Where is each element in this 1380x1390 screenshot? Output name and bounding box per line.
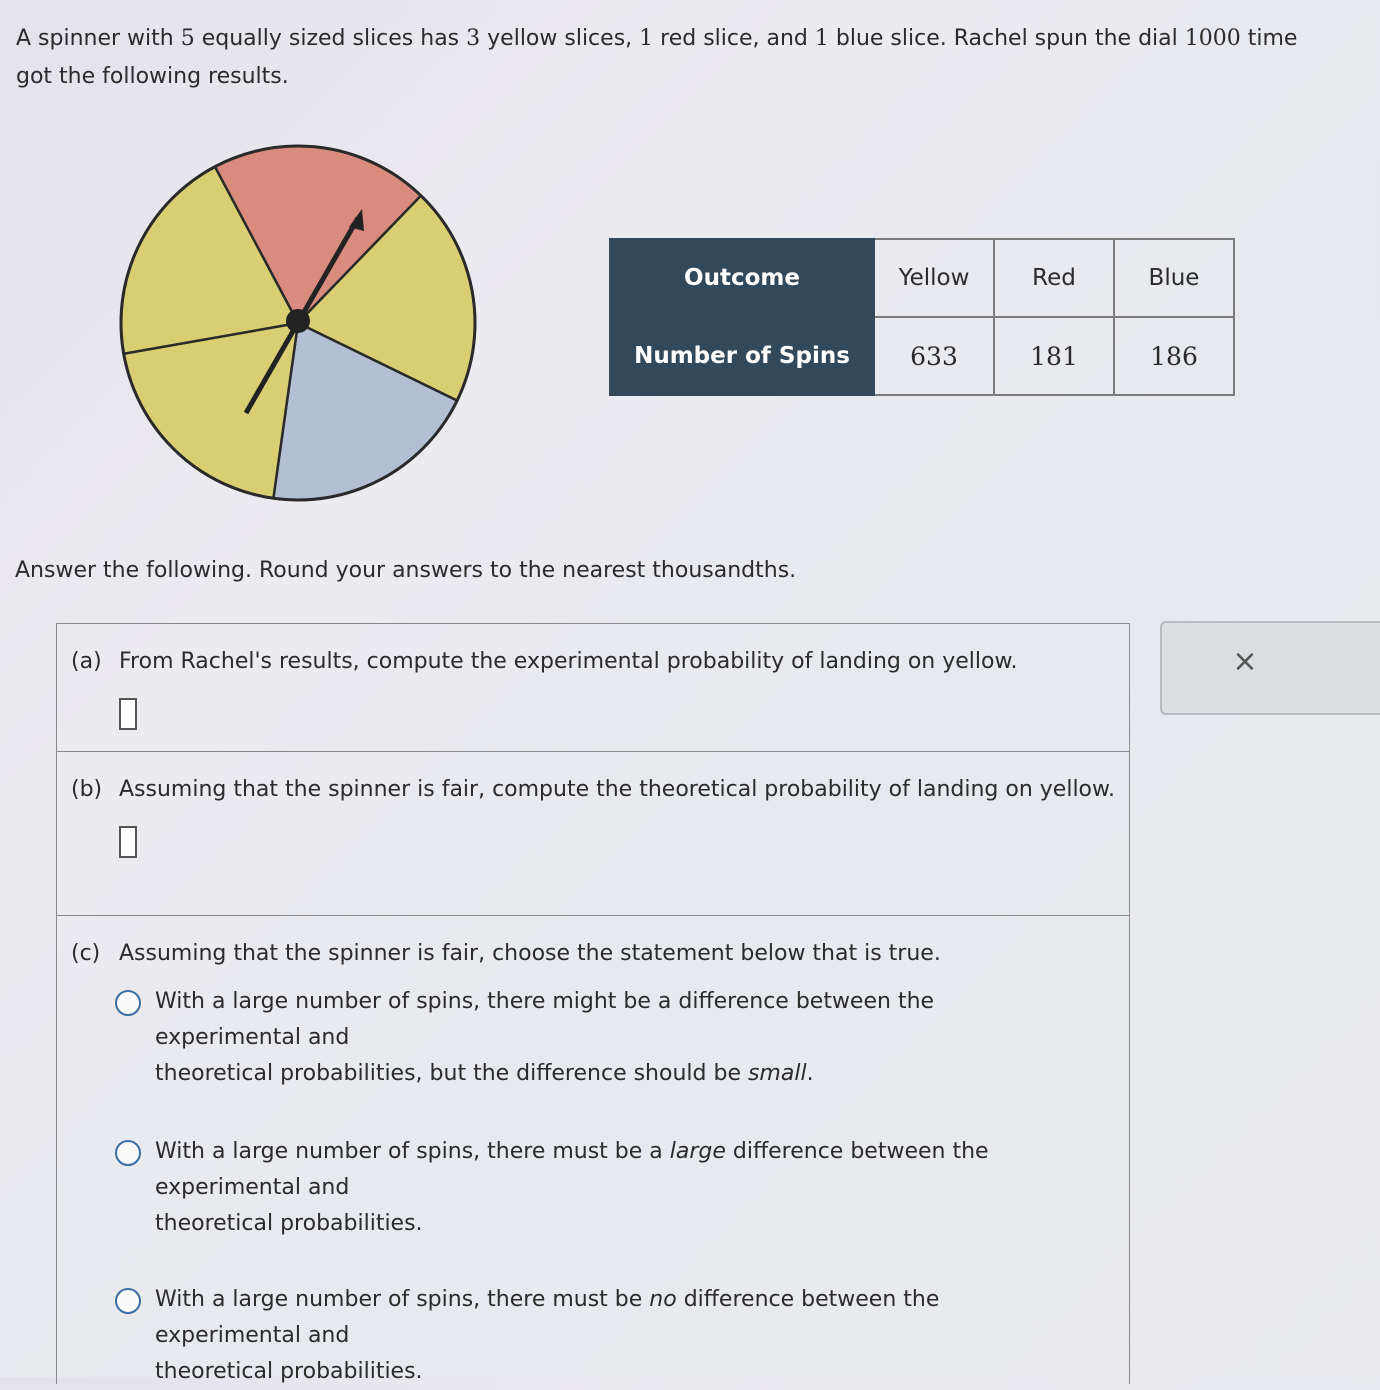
option-no-difference[interactable]: With a large number of spins, there must be no difference between the experimental and theoretical probabilities. bbox=[115, 1282, 1115, 1390]
table-row-spins bbox=[610, 317, 1234, 395]
blue-count: 1 bbox=[814, 26, 829, 51]
problem-line-1: A spinner with 5 equally sized slices has 3 yellow slices, 1 red slice, and 1 blue slice. Rachel spun the dial 1000 time bbox=[16, 26, 1298, 51]
outcome-blue: Blue bbox=[1114, 239, 1234, 317]
questions-panel bbox=[56, 623, 1130, 1384]
option-large-difference[interactable]: With a large number of spins, there must be a large difference between the experimental and theoretical probabilities. bbox=[115, 1134, 1115, 1242]
radio-button[interactable] bbox=[115, 990, 141, 1016]
table-row-outcome bbox=[610, 239, 1234, 317]
question-c-text: Assuming that the spinner is fair, choose the statement below that is true. bbox=[119, 941, 941, 966]
question-b-text: Assuming that the spinner is fair, compute the theoretical probability of landing on yellow. bbox=[119, 777, 1115, 802]
outcome-yellow: Yellow bbox=[874, 239, 994, 317]
outcome-red: Red bbox=[994, 239, 1114, 317]
question-b bbox=[57, 752, 1129, 916]
question-c bbox=[57, 916, 1129, 1386]
spins-red: 181 bbox=[994, 317, 1114, 395]
slice-count: 5 bbox=[180, 26, 195, 51]
spinner-hub bbox=[286, 309, 310, 333]
close-icon[interactable]: × bbox=[1232, 644, 1258, 679]
red-count: 1 bbox=[639, 26, 654, 51]
question-a-text: From Rachel's results, compute the experimental probability of landing on yellow. bbox=[119, 649, 1018, 674]
problem-statement bbox=[16, 20, 1380, 96]
spins-yellow: 633 bbox=[874, 317, 994, 395]
spin-count: 1000 bbox=[1184, 26, 1241, 51]
results-table bbox=[609, 238, 1235, 396]
answer-b-input[interactable] bbox=[119, 826, 137, 858]
spinner-image bbox=[118, 143, 478, 503]
question-a bbox=[57, 624, 1129, 752]
answer-tools-panel bbox=[1160, 621, 1380, 715]
answer-a-input[interactable] bbox=[119, 698, 137, 730]
spins-blue: 186 bbox=[1114, 317, 1234, 395]
radio-button[interactable] bbox=[115, 1140, 141, 1166]
option-small-difference[interactable]: With a large number of spins, there might be a difference between the experimental and theoretical probabilities, but the difference should be small. bbox=[115, 984, 1115, 1092]
yellow-count: 3 bbox=[466, 26, 481, 51]
question-b-label: (b) bbox=[71, 777, 103, 802]
outcome-header: Outcome bbox=[610, 239, 874, 317]
radio-button[interactable] bbox=[115, 1288, 141, 1314]
problem-line-2: got the following results. bbox=[16, 64, 289, 89]
spins-header: Number of Spins bbox=[610, 317, 874, 395]
question-c-label: (c) bbox=[71, 941, 101, 966]
instruction-text: Answer the following. Round your answers to the nearest thousandths. bbox=[15, 558, 797, 583]
question-a-label: (a) bbox=[71, 649, 102, 674]
